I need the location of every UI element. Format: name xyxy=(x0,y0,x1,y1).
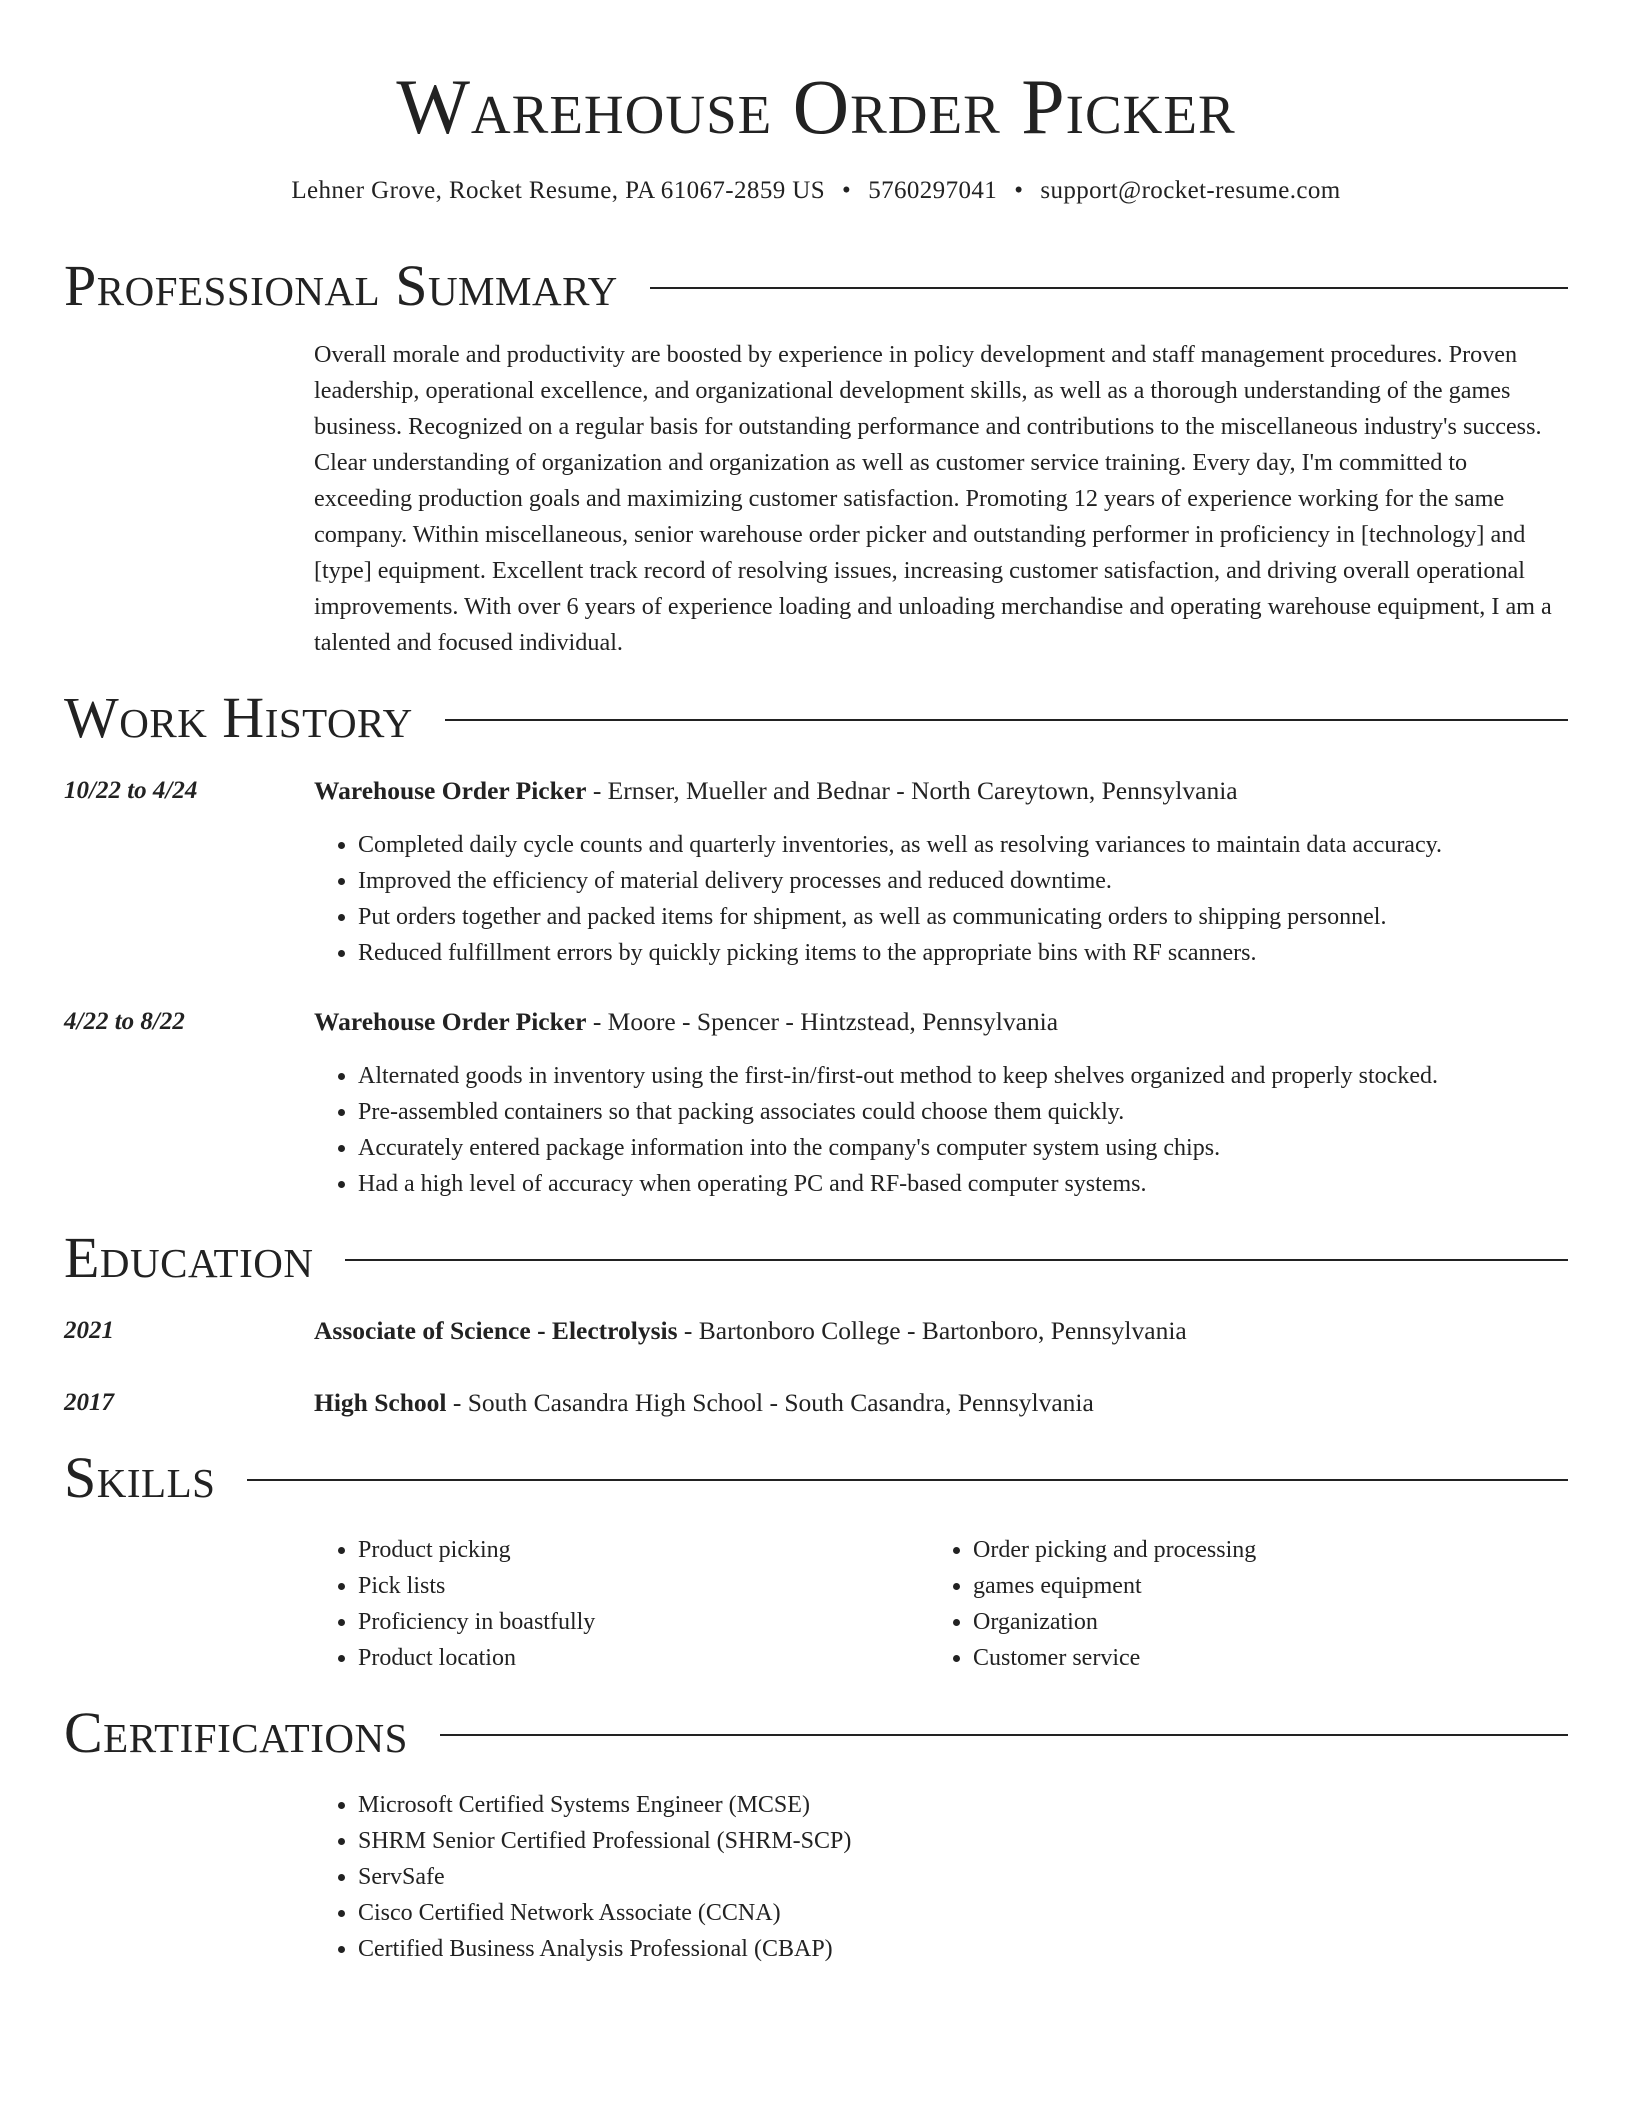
education-school-location: - South Casandra High School - South Casandra, Pennsylvania xyxy=(446,1388,1094,1417)
section-header-education xyxy=(64,1226,1568,1290)
job-duty: • Reduced fulfillment errors by quickly picking items to the appropriate bins with RF scanners. xyxy=(358,935,1614,971)
skill-item: • Product picking xyxy=(358,1532,918,1568)
job-title-line xyxy=(314,773,1570,809)
job-employer-location: - Ernser, Mueller and Bednar - North Careytown, Pennsylvania xyxy=(586,776,1238,805)
job-duty: • Had a high level of accuracy when operating PC and RF-based computer systems. xyxy=(358,1166,1614,1202)
education-degree: Associate of Science - Electrolysis xyxy=(314,1316,678,1345)
certification-item: • Cisco Certified Network Associate (CCNA) xyxy=(358,1895,1614,1931)
contact-separator: • xyxy=(842,177,852,204)
section-header-skills xyxy=(64,1446,1568,1510)
job-employer-location: - Moore - Spencer - Hintzstead, Pennsylvania xyxy=(586,1007,1059,1036)
section-divider xyxy=(345,1259,1568,1261)
job-duty: • Pre-assembled containers so that packing associates could choose them quickly. xyxy=(358,1094,1614,1130)
candidate-name: Warehouse Order Picker xyxy=(396,63,1236,150)
skills-list-left xyxy=(314,1532,918,1676)
job-duty: • Completed daily cycle counts and quarterly inventories, as well as resolving variances to maintain data accuracy. xyxy=(358,827,1614,863)
section-divider xyxy=(247,1479,1568,1481)
section-title-summary: Professional Summary xyxy=(64,253,618,318)
contact-separator: • xyxy=(1014,177,1024,204)
section-divider xyxy=(445,719,1568,721)
section-divider xyxy=(650,287,1568,289)
education-entry xyxy=(314,1385,1570,1421)
contact-address: Lehner Grove, Rocket Resume, PA 61067-2859 US xyxy=(291,177,826,204)
skills-list-right xyxy=(929,1532,1533,1676)
section-divider xyxy=(440,1734,1568,1736)
skill-item: • Customer service xyxy=(973,1640,1533,1676)
job-duty: • Accurately entered package information into the company's computer system using chips. xyxy=(358,1130,1614,1166)
certification-item: • Certified Business Analysis Professional (CBAP) xyxy=(358,1931,1614,1967)
job-title: Warehouse Order Picker xyxy=(314,776,587,805)
job-duty: • Improved the efficiency of material delivery processes and reduced downtime. xyxy=(358,863,1614,899)
job-duties-list xyxy=(314,827,1614,971)
section-header-summary xyxy=(64,254,1568,318)
certification-item: • ServSafe xyxy=(358,1859,1614,1895)
section-title-certifications: Certifications xyxy=(64,1700,408,1765)
job-title-line xyxy=(314,1004,1570,1040)
job-dates: 10/22 to 4/24 xyxy=(64,777,198,804)
skill-item: • Organization xyxy=(973,1604,1533,1640)
skill-item: • Order picking and processing xyxy=(973,1532,1533,1568)
contact-line xyxy=(0,175,1632,207)
education-entry xyxy=(314,1313,1570,1349)
section-header-certifications xyxy=(64,1701,1568,1765)
job-duty: • Put orders together and packed items for shipment, as well as communicating orders to shipping personnel. xyxy=(358,899,1614,935)
section-title-skills: Skills xyxy=(64,1445,216,1510)
contact-phone: 5760297041 xyxy=(868,177,998,204)
skill-item: • games equipment xyxy=(973,1568,1533,1604)
skill-item: • Proficiency in boastfully xyxy=(358,1604,918,1640)
education-year: 2021 xyxy=(64,1317,114,1344)
certification-item: • SHRM Senior Certified Professional (SHRM-SCP) xyxy=(358,1823,1614,1859)
education-degree: High School xyxy=(314,1388,447,1417)
job-duty: • Alternated goods in inventory using the first-in/first-out method to keep shelves organized and properly stocked. xyxy=(358,1058,1614,1094)
certification-item: • Microsoft Certified Systems Engineer (MCSE) xyxy=(358,1787,1614,1823)
job-duties-list xyxy=(314,1058,1614,1202)
skill-item: • Product location xyxy=(358,1640,918,1676)
education-school-location: - Bartonboro College - Bartonboro, Pennsylvania xyxy=(677,1316,1187,1345)
job-dates: 4/22 to 8/22 xyxy=(64,1008,185,1035)
certifications-list xyxy=(314,1787,1614,1967)
section-title-education: Education xyxy=(64,1225,314,1290)
section-title-work-history: Work History xyxy=(64,685,413,750)
skill-item: • Pick lists xyxy=(358,1568,918,1604)
contact-email[interactable]: support@rocket-resume.com xyxy=(1040,177,1341,204)
job-title: Warehouse Order Picker xyxy=(314,1007,587,1036)
section-header-work-history xyxy=(64,686,1568,750)
summary-text: Overall morale and productivity are boosted by experience in policy development and staff management procedures. Proven leadership, operational excellence, and organizational development skills, as well as a thorough understanding of the games business. Recognized on a regular basis for outstanding performance and contributions to the miscellaneous industry's success. Clear understanding of organization and organization as well as customer service training. Every day, I'm committed to exceeding production goals and maximizing customer satisfaction. Promoting 12 years of experience working for the same company. Within miscellaneous, senior warehouse order picker and outstanding performer in proficiency in [technology] and [type] equipment. Excellent track record of resolving issues, increasing customer satisfaction, and driving overall operational improvements. With over 6 years of experience loading and unloading merchandise and operating warehouse equipment, I am a talented and focused individual. xyxy=(314,341,1552,656)
education-year: 2017 xyxy=(64,1389,114,1416)
